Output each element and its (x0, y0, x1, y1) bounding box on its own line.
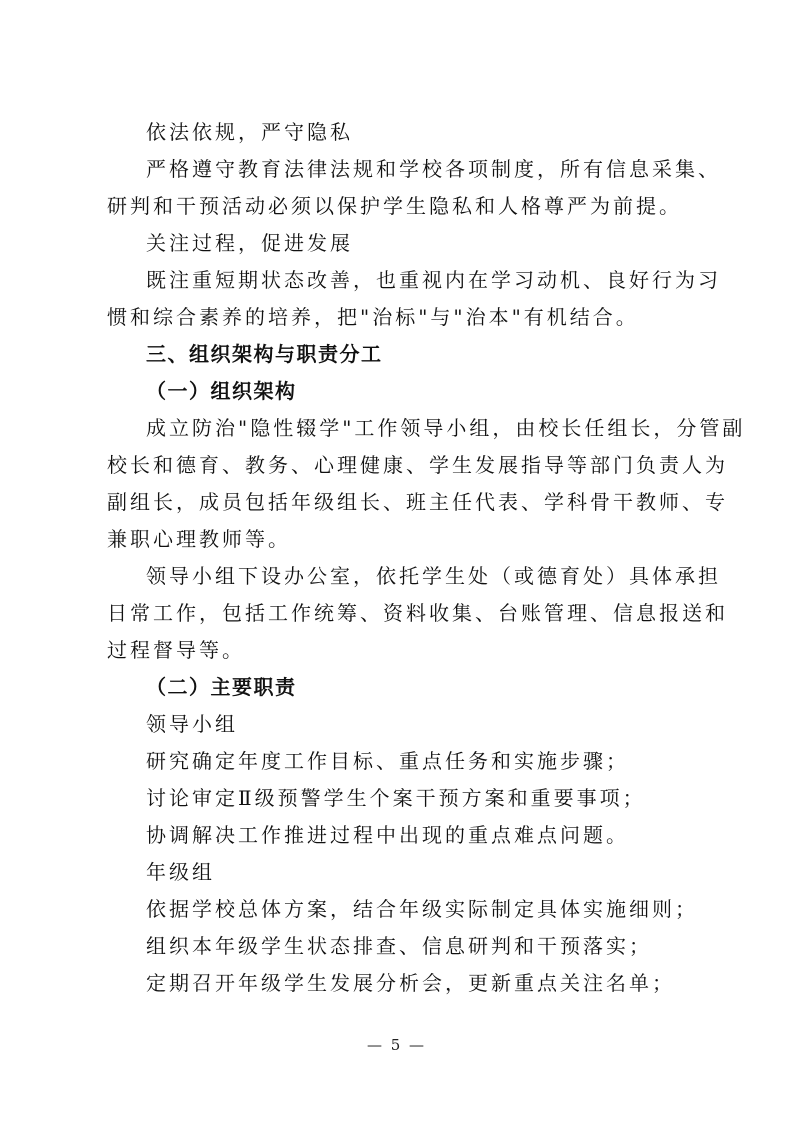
paragraph-line: 既注重短期状态改善，也重视内在学习动机、良好行为习 (146, 268, 721, 292)
paragraph-line: 日常工作，包括工作统筹、资料收集、台账管理、信息报送和 (107, 601, 728, 625)
paragraph-line: 校长和德育、教务、心理健康、学生发展指导等部门负责人为 (107, 453, 728, 477)
paragraph-line: 过程督导等。 (107, 638, 245, 662)
paragraph-line: 兼职心理教师等。 (107, 527, 291, 551)
list-item: 研究确定年度工作目标、重点任务和实施步骤； (146, 749, 629, 773)
paragraph-line: 惯和综合素养的培养，把"治标"与"治本"有机结合。 (107, 305, 639, 329)
paragraph-line: 研判和干预活动必须以保护学生隐私和人格尊严为前提。 (107, 194, 682, 218)
paragraph-line: 成立防治"隐性辍学"工作领导小组，由校长任组长，分管副 (146, 416, 746, 440)
subsection-heading-duties: （二）主要职责 (146, 675, 297, 699)
subheading-leadership-group: 领导小组 (146, 712, 238, 736)
subheading-grade-group: 年级组 (146, 860, 215, 884)
subsection-heading-structure: （一）组织架构 (146, 379, 297, 403)
document-body (107, 114, 746, 1002)
list-item: 定期召开年级学生发展分析会，更新重点关注名单； (146, 971, 675, 995)
list-item: 协调解决工作推进过程中出现的重点难点问题。 (146, 823, 629, 847)
subheading-focus-process: 关注过程，促进发展 (146, 231, 353, 255)
list-item: 讨论审定Ⅱ级预警学生个案干预方案和重要事项； (146, 786, 646, 810)
page-number: — 5 — (366, 1036, 427, 1054)
paragraph-line: 副组长，成员包括年级组长、班主任代表、学科骨干教师、专 (107, 490, 728, 514)
list-item: 依据学校总体方案，结合年级实际制定具体实施细则； (146, 897, 698, 921)
subheading-lawful-privacy: 依法依规，严守隐私 (146, 120, 353, 144)
paragraph-line: 领导小组下设办公室，依托学生处（或德育处）具体承担 (146, 564, 721, 588)
paragraph-line: 严格遵守教育法律法规和学校各项制度，所有信息采集、 (146, 157, 721, 181)
list-item: 组织本年级学生状态排查、信息研判和干预落实； (146, 934, 652, 958)
section-heading-organization: 三、组织架构与职责分工 (146, 342, 383, 366)
